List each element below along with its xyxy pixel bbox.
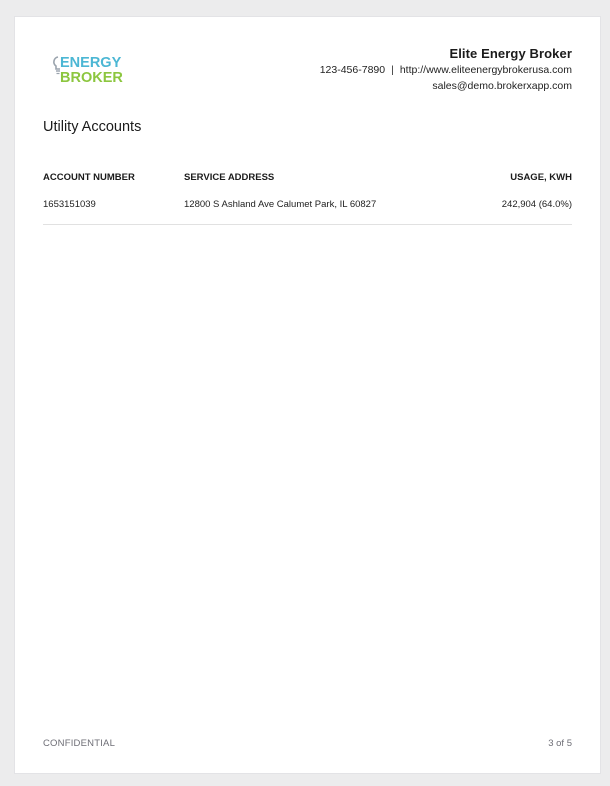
contact-separator: | <box>391 64 394 76</box>
company-info <box>320 46 572 94</box>
company-website-link[interactable]: http://www.eliteenergybrokerusa.com <box>399 64 572 76</box>
energy-broker-logo <box>51 53 137 87</box>
logo-broker-text: BROKER <box>60 70 123 86</box>
company-phone: 123-456-7890 <box>319 64 386 76</box>
company-email-link[interactable]: sales@demo.brokerxapp.com <box>432 80 572 92</box>
cell-account-number: 1653151039 <box>43 199 96 210</box>
footer-confidential: CONFIDENTIAL <box>43 738 116 749</box>
table-row <box>43 199 572 225</box>
document-page <box>15 17 600 773</box>
table-header-row <box>43 172 572 188</box>
header-account-number: ACCOUNT NUMBER <box>43 172 135 183</box>
company-name: Elite Energy Broker <box>449 46 572 61</box>
header-usage-kwh: USAGE, KWH <box>510 172 572 183</box>
logo-graphic <box>51 53 137 87</box>
company-contact-line <box>320 62 572 78</box>
cell-service-address: 12800 S Ashland Ave Calumet Park, IL 60827 <box>184 199 377 210</box>
header-service-address: SERVICE ADDRESS <box>184 172 275 183</box>
section-title: Utility Accounts <box>43 119 142 135</box>
cell-usage-kwh: 242,904 (64.0%) <box>501 199 572 210</box>
logo-energy-text: ENERGY <box>60 55 122 71</box>
footer-page-number: 3 of 5 <box>548 738 572 749</box>
utility-accounts-table <box>43 172 572 225</box>
